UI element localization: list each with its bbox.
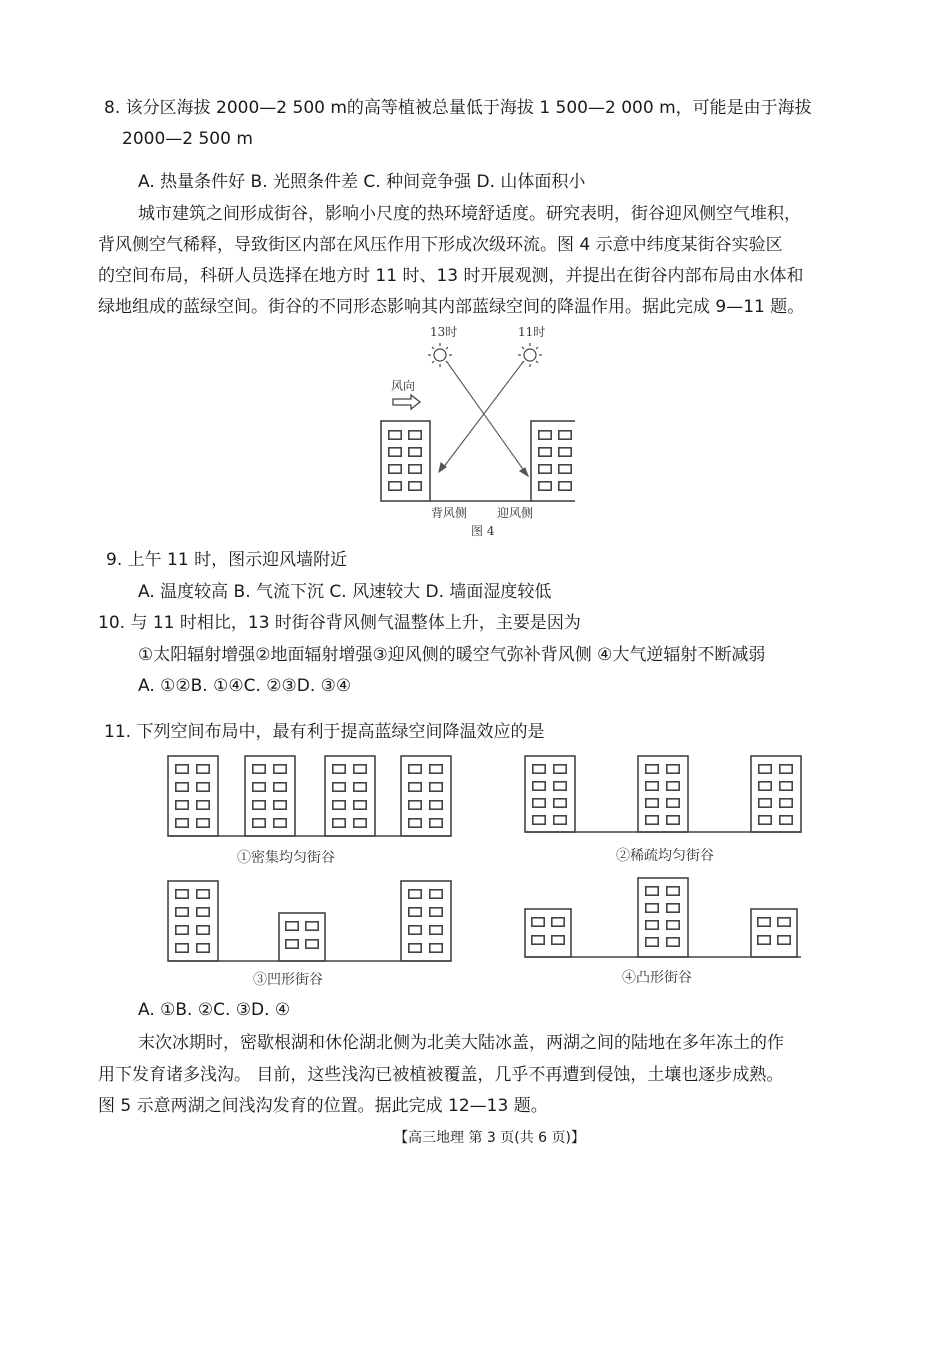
passage1-line3: 的空间布局，科研人员选择在地方时 11 时、13 时开展观测，并提出在街谷内部布局由水体和 <box>98 266 804 286</box>
left-building <box>381 421 430 501</box>
passage1-line2: 背风侧空气稀释，导致街区内部在风压作用下形成次级环流。图 4 示意中纬度某街谷实验区 <box>98 235 783 255</box>
q9-stem: 9. 上午 11 时，图示迎风墙附近 <box>106 550 348 570</box>
page-footer: 【高三地理 第 3 页(共 6 页)】 <box>394 1130 585 1146</box>
layout-2-sparse-uniform <box>522 750 812 875</box>
right-building <box>531 421 575 501</box>
sun-ray-13h <box>447 362 528 476</box>
windward-side-label: 迎风侧 <box>497 506 534 520</box>
layout-3-concave <box>165 875 455 995</box>
q8-options: A. 热量条件好 B. 光照条件差 C. 种间竞争强 D. 山体面积小 <box>138 172 586 192</box>
q8-stem-line1: 8. 该分区海拔 2000—2 500 m的高等植被总量低于海拔 1 500—2 000 m，可能是由于海拔 <box>104 98 812 118</box>
wind-arrow-icon <box>393 395 420 409</box>
layout-1-caption: ①密集均匀街谷 <box>237 850 335 866</box>
layout-4-caption: ④凸形街谷 <box>622 970 692 986</box>
leeward-side-label: 背风侧 <box>431 506 468 520</box>
q9-options: A. 温度较高 B. 气流下沉 C. 风速较大 D. 墙面湿度较低 <box>138 582 552 602</box>
sun-label-11h: 11时 <box>518 325 546 339</box>
passage2-line3: 图 5 示意两湖之间浅沟发育的位置。据此完成 12—13 题。 <box>98 1096 548 1116</box>
q10-items: ①太阳辐射增强②地面辐射增强③迎风侧的暖空气弥补背风侧 ④大气逆辐射不断减弱 <box>138 645 766 665</box>
q10-options: A. ①②B. ①④C. ②③D. ③④ <box>138 676 352 696</box>
sun-label-13h: 13时 <box>430 325 458 339</box>
q11-stem: 11. 下列空间布局中，最有利于提高蓝绿空间降温效应的是 <box>104 722 545 742</box>
layout-2-caption: ②稀疏均匀街谷 <box>616 848 714 864</box>
layout-4-convex <box>522 875 812 995</box>
q8-stem-line2: 2000—2 500 m <box>122 129 253 149</box>
passage2-line2: 用下发育诸多浅沟。 目前，这些浅沟已被植被覆盖，几乎不再遭到侵蚀，土壤也逐步成熟。 <box>98 1065 784 1085</box>
figure-4-caption: 图 4 <box>471 524 495 538</box>
passage1-line4: 绿地组成的蓝绿空间。街谷的不同形态影响其内部蓝绿空间的降温作用。据此完成 9—11 题。 <box>98 297 805 317</box>
passage1-line1: 城市建筑之间形成街谷，影响小尺度的热环境舒适度。研究表明，街谷迎风侧空气堆积， <box>138 204 801 224</box>
wind-direction-label: 风向 <box>391 379 416 393</box>
layout-1-dense-uniform <box>165 750 455 875</box>
sun-ray-11h <box>439 362 523 472</box>
q11-options: A. ①B. ②C. ③D. ④ <box>138 1000 291 1020</box>
layout-3-caption: ③凹形街谷 <box>253 972 323 988</box>
figure-4 <box>375 320 575 542</box>
q10-stem: 10. 与 11 时相比，13 时街谷背风侧气温整体上升，主要是因为 <box>98 613 581 633</box>
passage2-line1: 末次冰期时，密歇根湖和休伦湖北侧为北美大陆冰盖，两湖之间的陆地在多年冻土的作 <box>138 1033 784 1053</box>
